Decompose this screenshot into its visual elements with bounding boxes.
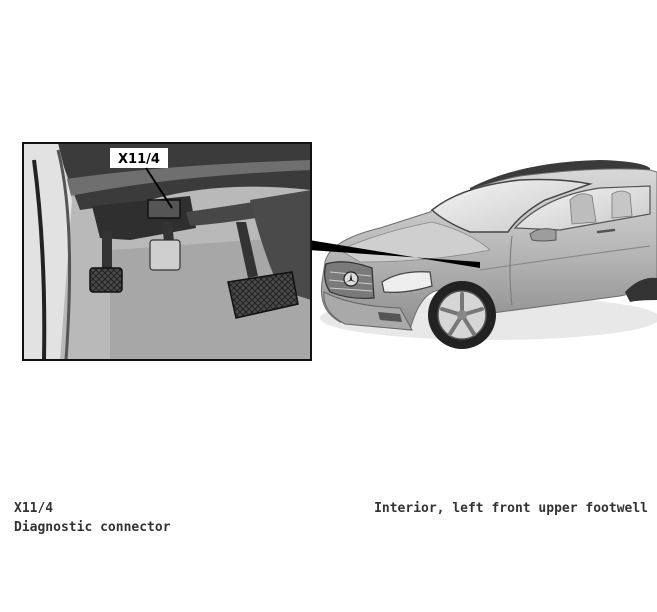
component-name: Diagnostic connector [14, 520, 171, 535]
three-pointed-star-icon [344, 272, 358, 286]
caption-left [14, 499, 171, 537]
callout-label: X11/4 [118, 152, 160, 167]
caption-right [374, 499, 648, 518]
footwell-inset [23, 143, 311, 360]
diagnostic-connector [148, 200, 180, 218]
car-seat [570, 194, 596, 224]
component-location: Interior, left front upper footwell [374, 501, 648, 516]
brake-pedal [150, 240, 180, 270]
component-code: X11/4 [14, 501, 54, 516]
car-illustration [320, 160, 657, 349]
park-brake-pedal [90, 268, 122, 292]
car-seat-rear [612, 191, 632, 218]
car-front-wheel [428, 281, 496, 349]
